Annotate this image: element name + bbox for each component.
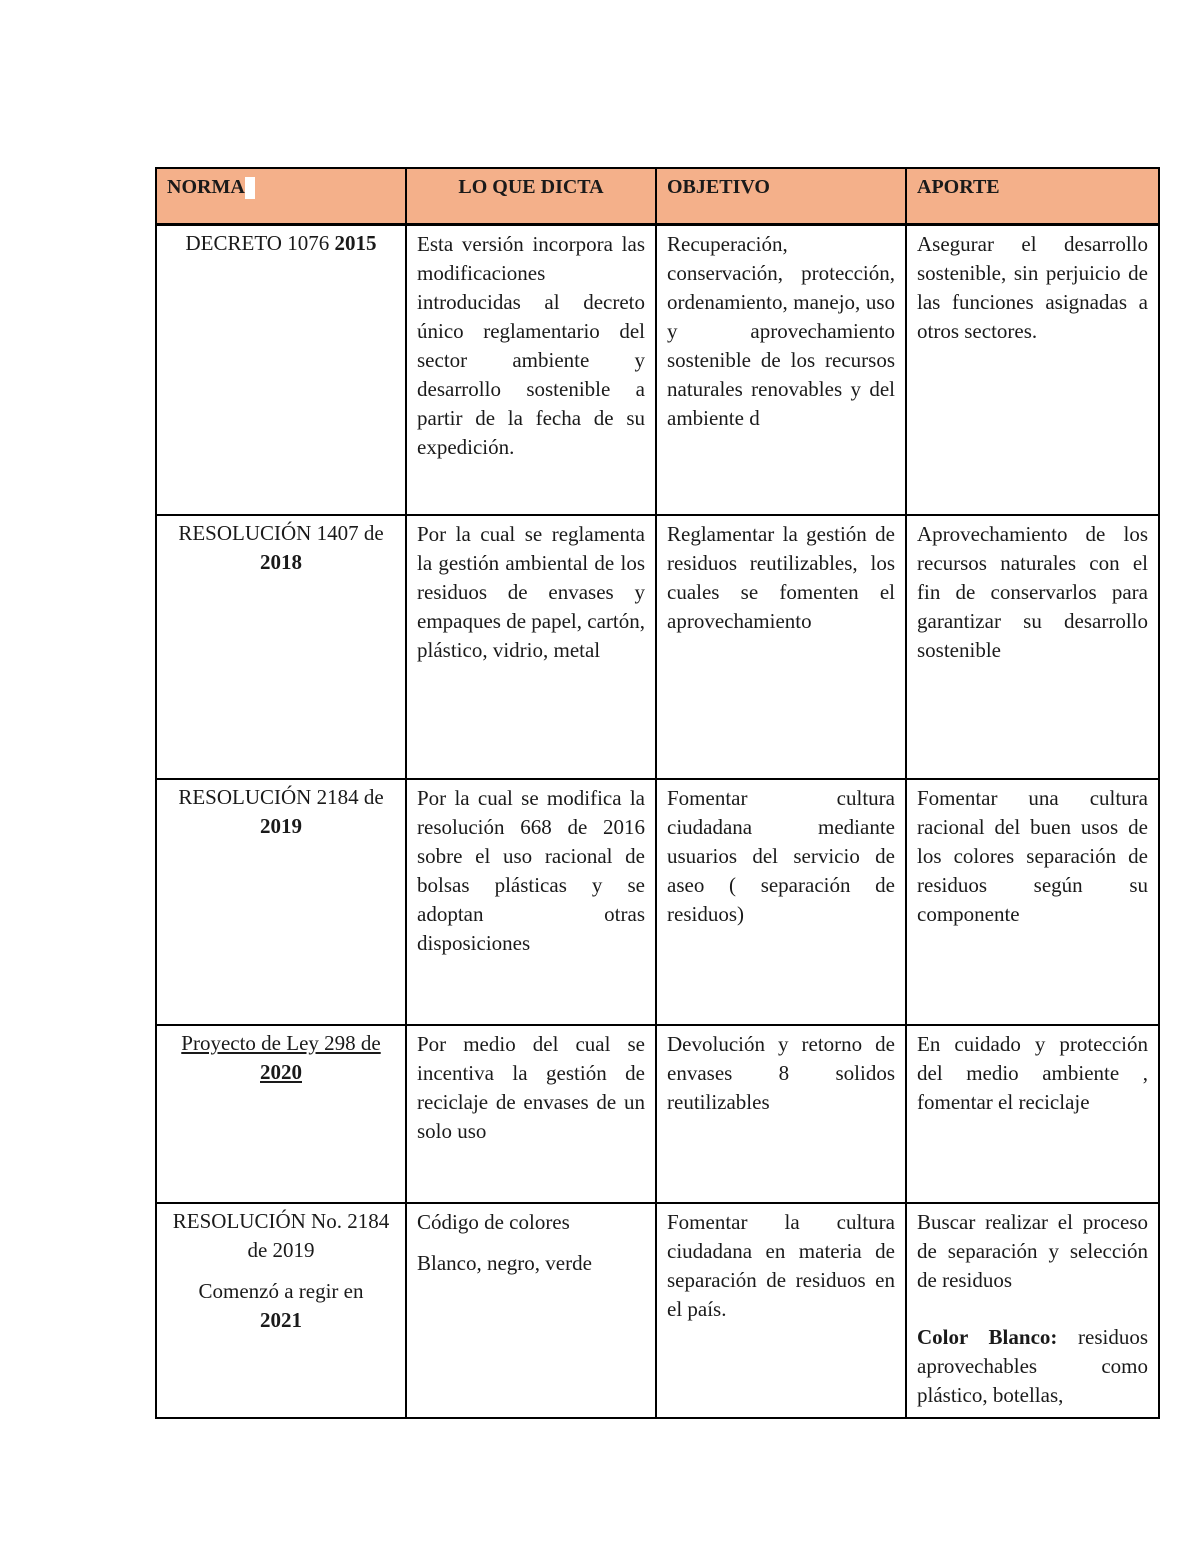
norma-year: 2021 bbox=[260, 1308, 302, 1332]
aporte-cell: Aprovechamiento de los recursos naturales con el fin de conservarlos para garantizar su desarrollo sostenible bbox=[906, 515, 1159, 779]
dicta-cell: Por la cual se reglamenta la gestión ambiental de los residuos de envases y empaques de papel, cartón, plástico, vidrio, metal bbox=[406, 515, 656, 779]
header-lo-que-dicta: LO QUE DICTA bbox=[406, 168, 656, 225]
regulations-table-container bbox=[155, 167, 1158, 1419]
objetivo-cell: Recuperación, conservación, protección, ordenamiento, manejo, uso y aprovechamiento sostenible de los recursos naturales renovables y del ambiente d bbox=[656, 225, 906, 516]
aporte-cell bbox=[906, 1203, 1159, 1418]
table-row bbox=[156, 779, 1159, 1025]
norma-cell: Proyecto de Ley 298 de 2020 bbox=[156, 1025, 406, 1203]
norma-title: RESOLUCIÓN No. 2184 de 2019 bbox=[172, 1209, 390, 1262]
table-row bbox=[156, 225, 1159, 516]
aporte-color-line bbox=[917, 1323, 1148, 1410]
aporte-cell: Asegurar el desarrollo sostenible, sin perjuicio de las funciones asignadas a otros sectores. bbox=[906, 225, 1159, 516]
objetivo-cell: Reglamentar la gestión de residuos reutilizables, los cuales se fomenten el aprovechamiento bbox=[656, 515, 906, 779]
aporte-line: Buscar realizar el proceso de separación y selección de residuos bbox=[917, 1210, 1148, 1292]
norma-note: Comenzó a regir en bbox=[198, 1279, 364, 1303]
header-objetivo: OBJETIVO bbox=[656, 168, 906, 225]
header-norma: NORMA bbox=[156, 168, 406, 225]
dicta-cell: Por medio del cual se incentiva la gestión de reciclaje de envases de un solo uso bbox=[406, 1025, 656, 1203]
dicta-cell: Esta versión incorpora las modificaciones introducidas al decreto único reglamentario del sector ambiente y desarrollo sostenible a partir de la fecha de su expedición. bbox=[406, 225, 656, 516]
objetivo-cell: Devolución y retorno de envases 8 solidos reutilizables bbox=[656, 1025, 906, 1203]
dicta-line: Blanco, negro, verde bbox=[417, 1251, 592, 1275]
color-label: Color Blanco: bbox=[917, 1325, 1058, 1349]
objetivo-cell: Fomentar cultura ciudadana mediante usuarios del servicio de aseo ( separación de residuos) bbox=[656, 779, 906, 1025]
norma-cell: DECRETO 1076 2015 bbox=[156, 225, 406, 516]
aporte-cell: Fomentar una cultura racional del buen usos de los colores separación de residuos según su componente bbox=[906, 779, 1159, 1025]
dicta-line: Código de colores bbox=[417, 1210, 570, 1234]
norma-cell: RESOLUCIÓN 1407 de 2018 bbox=[156, 515, 406, 779]
objetivo-cell: Fomentar la cultura ciudadana en materia de separación de residuos en el país. bbox=[656, 1203, 906, 1418]
spacer bbox=[917, 1295, 1148, 1323]
header-row bbox=[156, 168, 1159, 225]
regulations-table bbox=[155, 167, 1160, 1419]
header-aporte: APORTE bbox=[906, 168, 1159, 225]
dicta-cell bbox=[406, 1203, 656, 1418]
table-row bbox=[156, 1203, 1159, 1418]
aporte-cell: En cuidado y protección del medio ambiente , fomentar el reciclaje bbox=[906, 1025, 1159, 1203]
norma-cell: RESOLUCIÓN 2184 de 2019 bbox=[156, 779, 406, 1025]
norma-cell bbox=[156, 1203, 406, 1418]
color-text: residuos aprovechables como plástico, botellas, bbox=[917, 1325, 1148, 1407]
table-row bbox=[156, 1025, 1159, 1203]
text-cursor bbox=[245, 177, 255, 199]
dicta-cell: Por la cual se modifica la resolución 668 de 2016 sobre el uso racional de bolsas plásticas y se adoptan otras disposiciones bbox=[406, 779, 656, 1025]
table-row bbox=[156, 515, 1159, 779]
